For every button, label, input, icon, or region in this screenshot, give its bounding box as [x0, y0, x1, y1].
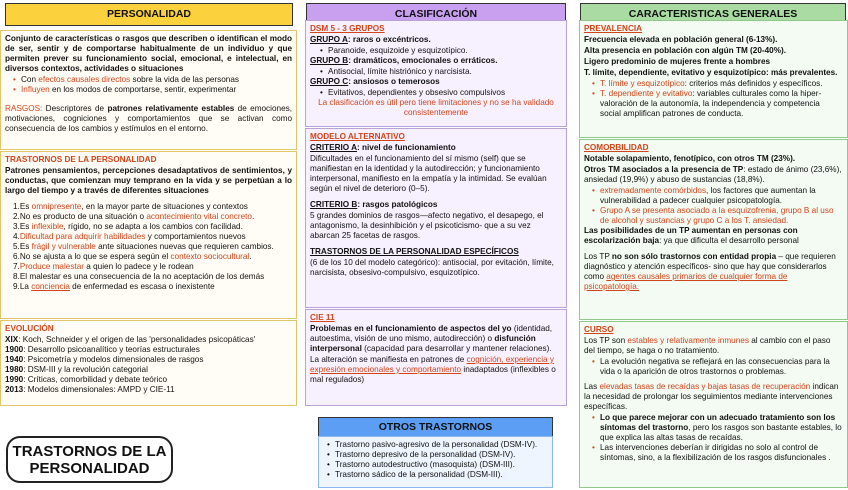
group-b: GRUPO B: dramáticos, emocionales o erráticos. [310, 56, 498, 65]
list-item: • Grupo A se presenta asociado a la esquizofrenia, grupo B al uso de alcohol y sustancias y grupo C a los T. ansiedad. [590, 206, 843, 226]
list-item: 8.El malestar es una consecuencia de la no aceptación de los demás [13, 272, 265, 281]
list-item: • Lo que parece mejorar con un adecuado tratamiento son los síntomas del trastorno, pero los rasgos son bastante estables, lo que explica las altas tasas de recaídas. [590, 413, 843, 443]
list-item: 7.Produce malestar a quien lo padece y le rodean [13, 262, 194, 271]
list-item: • Las intervenciones deberían ir dirigidas no solo al control de síntomas, sino, a la flexibilización de los rasgos disfuncionales . [590, 443, 843, 463]
list-item: • Trastorno depresivo de la personalidad (DSM-IV). [325, 450, 546, 460]
list-item: 1990: Críticas, comorbilidad y debate teórico [5, 375, 168, 384]
list-item: 1980: DSM-III y la revolución categorial [5, 365, 148, 374]
alt-title: MODELO ALTERNATIVO [310, 132, 405, 141]
list-item: 5.Es frágil y vulnerable ante situaciones nuevas que requieren cambios. [13, 242, 274, 251]
especificos-title: TRASTORNOS DE LA PERSONALIDAD ESPECÍFICOS [310, 247, 519, 256]
list-item: 2.No es producto de una situación o acontecimiento vital concreto. [13, 212, 255, 221]
list-item: • T. dependiente y evitativo: variables culturales como la hiper-valoración de la autonomía, la independencia y competencia social amplifican patrones de conducta. [590, 89, 843, 119]
com-title: COMORBILIDAD [584, 143, 649, 152]
otros-header: OTROS TRASTORNOS [318, 417, 553, 438]
dsm-title: DSM 5 - 3 GRUPOS [310, 24, 385, 33]
especificos-text: (6 de los 10 del modelo categórico): antisocial, por evitación, límite, narcisista, obsesivo-compulsivo, esquizotípico. [310, 258, 554, 277]
dsm-section [305, 20, 567, 127]
list-item: 1.Es omnipresente, en la mayor parte de situaciones y contextos [13, 202, 248, 211]
list-item: • La evolución negativa se reflejará en las consecuencias para la vida o la aparición de otros trastornos o problemas. [590, 357, 843, 377]
trastornos-section [0, 151, 297, 319]
curso-section [579, 321, 848, 488]
list-item: • Paranoide, esquizoide y esquizotípico. [318, 46, 562, 56]
curso-title: CURSO [584, 325, 614, 334]
list-item: • Antisocial, límite histriónico y narcisista. [318, 67, 562, 77]
prevalencia-section [579, 20, 848, 138]
cie-title: CIE 11 [310, 313, 335, 322]
prev-line: Frecuencia elevada en población general (6-13%). [584, 35, 778, 44]
com-line: Los TP no son sólo trastornos con entidad propia – que requieren diagnóstico y atención específicos- sino que hay que considerarlos como agentes causales primarios de cualquier forma de psicopatología. [584, 252, 836, 291]
trastornos-definition: Patrones pensamientos, percepciones desadaptativos de sentimientos, y conductas, que comienzan muy temprano en la vida y se perpetúan a lo largo del tiempo y a través de diferentes situaciones [5, 166, 292, 195]
list-item: XIX: Koch, Schneider y el origen de las 'personalidades psicopáticas' [5, 335, 256, 344]
list-item: • T. límite y esquizotípico: criterios más definidos y específicos. [590, 79, 843, 89]
dsm-note: La clasificación es útil pero tiene limitaciones y no se ha validado consistentemente [318, 98, 554, 117]
criterio-a-head: CRITERIO A: nivel de funcionamiento [310, 143, 456, 152]
curso-line: Los TP son estables y relativamente inmunes al cambio con el paso del tiempo, se haga o no tratamiento. [584, 336, 831, 355]
group-a: GRUPO A: raros o excéntricos. [310, 35, 431, 44]
list-item: 1900: Desarrollo psicoanalítico y teorías estructurales [5, 345, 200, 354]
personalidad-header: PERSONALIDAD [5, 3, 293, 26]
cie11-section [305, 309, 567, 406]
modelo-alternativo-section [305, 128, 567, 308]
list-item: • Evitativos, dependientes y obsesivo compulsivos [318, 88, 562, 98]
clasificacion-header: CLASIFICACIÓN [306, 3, 566, 26]
com-line: Las posibilidades de un TP aumentan en personas con escolarización baja: ya que dificulta el desarrollo personal [584, 226, 799, 245]
criterio-a-text: Dificultades en el funcionamiento del sí mismo (self) que se manifiestan en la identidad y la autodirección; y funcionamiento interpersonal, manifiesto en la empatía y la intimidad. Se evalúan según el nivel de deterioro (0–5). [310, 154, 547, 193]
list-item: 1940: Psicometría y modelos dimensionales de rasgos [5, 355, 204, 364]
list-item: • Trastorno sádico de la personalidad (DSM-III). [325, 470, 546, 480]
prev-line: Ligero predominio de mujeres frente a hombres [584, 57, 771, 66]
evolucion-section [0, 320, 297, 406]
evolucion-title: EVOLUCIÓN [5, 324, 54, 333]
prev-line: T. límite, dependiente, evitativo y esquizotípico: más prevalentes. [584, 68, 838, 77]
main-title: TRASTORNOS DE LA PERSONALIDAD [6, 436, 173, 483]
list-item: • Trastorno autodestructivo (masoquista) (DSM-III). [325, 460, 546, 470]
trastornos-title: TRASTORNOS DE LA PERSONALIDAD [5, 155, 157, 164]
list-item: 2013: Modelos dimensionales: AMPD y CIE-11 [5, 385, 175, 394]
criterio-b-text: 5 grandes dominios de rasgos—afecto negativo, el desapego, el antagonismo, la desinhibición y el psicoticismo- que a su vez abarcan 25 facetas de rasgos. [310, 211, 544, 240]
com-line: Notable solapamiento, fenotípico, con otros TM (23%). [584, 154, 796, 163]
prev-line: Alta presencia en población con algún TM (20-40%). [584, 46, 786, 55]
list-item: • Trastorno pasivo-agresivo de la personalidad (DSM-IV). [325, 440, 546, 450]
list-item: 3.Es inflexible, rígido, no se adapta a los cambios con facilidad. [13, 222, 243, 231]
criterio-b-head: CRITERIO B: rasgos patológicos [310, 200, 438, 209]
list-item: 6.No se ajusta a lo que se espera según el contexto sociocultural. [13, 252, 252, 261]
comorbilidad-section [579, 139, 848, 320]
list-item: 9.La conciencia de enfermedad es escasa o inexistente [13, 282, 215, 291]
list-item: • Con efectos causales directos sobre la vida de las personas [11, 75, 292, 85]
curso-line: Las elevadas tasas de recaídas y bajas tasas de recuperación indican la necesidad de prolongar los seguimientos mediante intervenciones específicas. [584, 382, 839, 411]
list-item: 4.Dificultad para adquirir habilidades y comportamientos nuevos [13, 232, 246, 241]
prev-title: PREVALENCIA [584, 24, 643, 33]
personalidad-definition: Conjunto de características o rasgos que describen o identifican el modo de ser, sentir y de comportarse habitualmente de un individuo y que permiten prever su funcionamiento social, emocional, e intelectual, en diversos contextos, actividades o situaciones [5, 34, 292, 73]
com-line: Otros TM asociados a la presencia de TP: estado de ánimo (23,6%), ansiedad (19,9%) y abuso de sustancias (18,8%). [584, 165, 842, 184]
rasgos-text: RASGOS: Descriptores de patrones relativamente estables de emociones, motivaciones, cogniciones y comportamientos que se activan como consecuencia de los cambios y estímulos en el entorno. [5, 104, 293, 133]
cie-text-1: Problemas en el funcionamiento de aspectos del yo (identidad, autoestima, visión de uno mismo, autodirección) o disfunción interpersonal (capacidad para desarrollar y mantener relaciones). [310, 324, 553, 353]
group-c: GRUPO C: ansiosos o temerosos [310, 77, 440, 86]
generales-header: CARACTERISTICAS GENERALES [580, 3, 846, 26]
cie-text-2: La alteración se manifiesta en patrones de cognición, experiencia y expresión emocionales y comportamiento inadaptados (inflexibles o mal regulados) [310, 355, 556, 384]
personalidad-section [0, 30, 297, 150]
list-item: • Influyen en los modos de comportarse, sentir, experimentar [11, 85, 292, 95]
list-item: • extremadamente comórbidos, los factores que aumentan la vulnerabilidad a padecer cualquier psicopatología. [590, 186, 843, 206]
otros-section [318, 436, 553, 488]
